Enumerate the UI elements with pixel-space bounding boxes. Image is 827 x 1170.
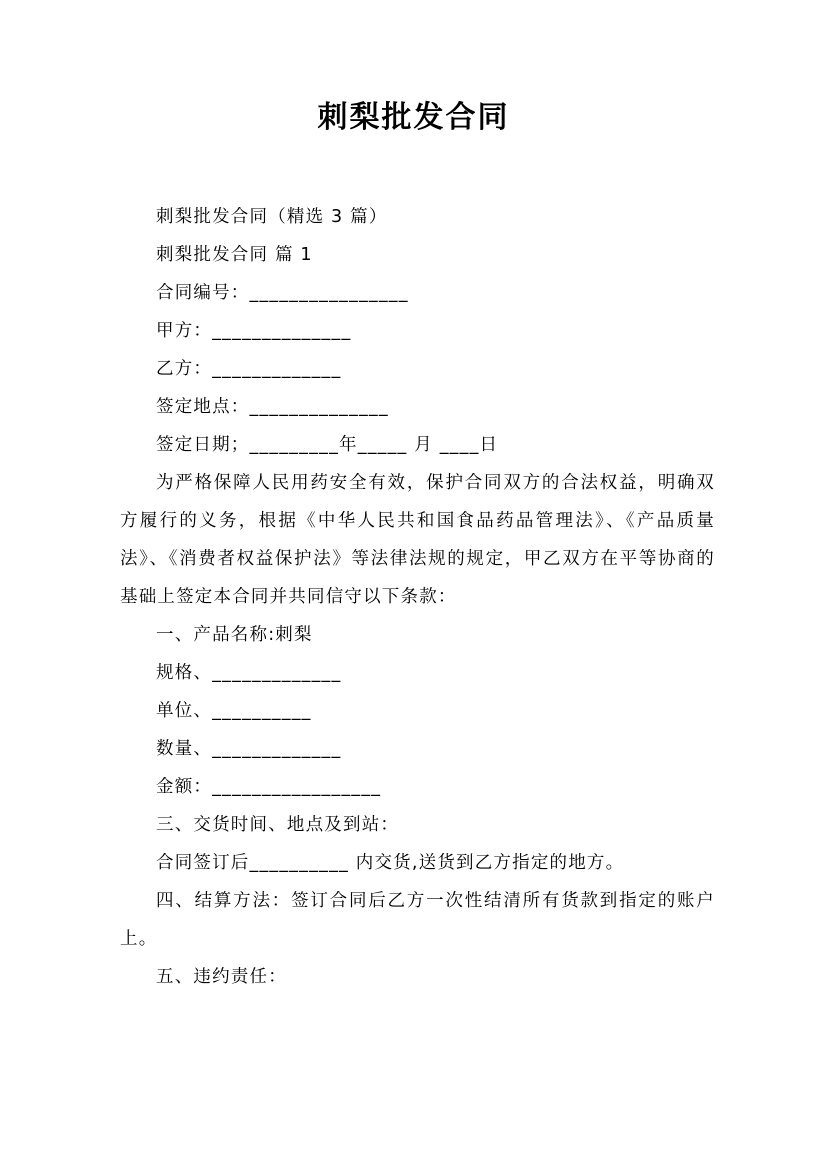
paragraph: 刺梨批发合同 篇 1: [156, 245, 313, 265]
paragraph: 规格、_____________: [156, 663, 342, 683]
paragraph: 乙方：_____________: [156, 359, 342, 379]
paragraph: 三、交货时间、地点及到站：: [156, 815, 400, 835]
paragraph: 一、产品名称:刺梨: [156, 625, 313, 645]
paragraph: 签定日期；_________年_____ 月 ____日: [156, 435, 499, 455]
paragraph: 刺梨批发合同（精选 3 篇）: [156, 207, 388, 227]
paragraph: 为严格保障人民用药安全有效，保护合同双方的合法权益，明确双方履行的义务，根据《中华人民共和国食品药品管理法》、《产品质量法》、《消费者权益保护法》等法律法规的规定，甲乙双方在平等协商的基础上签定本合同并共同信守以下条款：: [120, 473, 715, 607]
paragraph: 签定地点：______________: [156, 397, 389, 417]
paragraph: 合同编号：________________: [156, 283, 409, 303]
paragraph: 金额：_________________: [156, 777, 382, 797]
paragraph: 合同签订后__________ 内交货,送货到乙方指定的地方。: [156, 853, 625, 873]
paragraph: 数量、_____________: [156, 739, 342, 759]
paragraph: 五、违约责任：: [156, 967, 287, 987]
paragraph: 甲方：______________: [156, 321, 352, 341]
paragraph: 单位、__________: [156, 701, 312, 721]
document-body: [0, 136, 827, 996]
page-title: 刺梨批发合同: [317, 100, 510, 135]
paragraph: 四、结算方法：签订合同后乙方一次性结清所有货款到指定的账户上。: [120, 891, 715, 949]
